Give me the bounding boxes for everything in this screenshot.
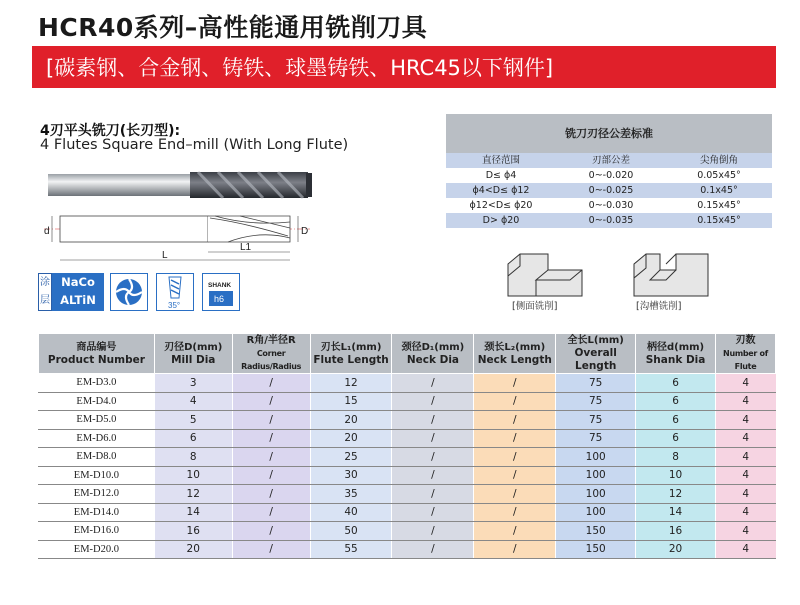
table-row xyxy=(39,503,776,522)
shank-dia-cell: 6 xyxy=(636,429,716,448)
flute-length-cell: 12 xyxy=(310,374,392,393)
shank-dia-cell: 8 xyxy=(636,448,716,467)
neck-dia-cell: / xyxy=(392,522,474,541)
table-row xyxy=(39,374,776,393)
corner-radius-cell: / xyxy=(232,411,310,430)
table-row xyxy=(39,448,776,467)
col-shank-dia: 柄径d(mm) Shank Dia xyxy=(636,334,716,374)
table-row xyxy=(39,485,776,504)
product-number-cell: EM-D16.0 xyxy=(39,522,155,541)
mill-dia-cell: 4 xyxy=(154,392,232,411)
product-spec-table xyxy=(38,333,776,559)
banner-text: [碳素钢、合金钢、铸铁、球墨铸铁、HRC45以下钢件] xyxy=(46,56,554,80)
neck-dia-cell: / xyxy=(392,503,474,522)
flute-count-cell: 4 xyxy=(716,503,776,522)
flute-length-cell: 15 xyxy=(310,392,392,411)
shank-dia-cell: 6 xyxy=(636,392,716,411)
neck-dia-cell: / xyxy=(392,429,474,448)
slot-milling-diagram xyxy=(626,250,716,302)
flute-length-cell: 40 xyxy=(310,503,392,522)
svg-text:h6: h6 xyxy=(214,294,225,304)
tolerance-header-row: 直径范围 刃部公差 尖角倒角 xyxy=(446,153,772,168)
coating-badge: 涂 层 NaCo ALTiN xyxy=(38,273,104,311)
end-mill-drawing xyxy=(40,208,315,268)
flute-length-cell: 50 xyxy=(310,522,392,541)
shank-dia-cell: 20 xyxy=(636,540,716,559)
neck-length-cell: / xyxy=(474,429,556,448)
table-header-row xyxy=(39,334,776,374)
mill-dia-cell: 16 xyxy=(154,522,232,541)
shank-tolerance-icon xyxy=(202,273,240,311)
product-number-cell: EM-D14.0 xyxy=(39,503,155,522)
flute-count-cell: 4 xyxy=(716,429,776,448)
flute-length-cell: 35 xyxy=(310,485,392,504)
flute-count-cell: 4 xyxy=(716,392,776,411)
neck-dia-cell: / xyxy=(392,411,474,430)
table-row xyxy=(39,411,776,430)
flute-length-cell: 20 xyxy=(310,411,392,430)
dim-d: d xyxy=(44,226,50,237)
mill-dia-cell: 12 xyxy=(154,485,232,504)
dim-L1: L1 xyxy=(240,242,252,253)
product-number-cell: EM-D6.0 xyxy=(39,429,155,448)
tolerance-table xyxy=(446,114,772,228)
corner-radius-cell: / xyxy=(232,429,310,448)
corner-radius-cell: / xyxy=(232,374,310,393)
end-mill-photo xyxy=(48,168,313,202)
neck-length-cell: / xyxy=(474,466,556,485)
corner-radius-cell: / xyxy=(232,448,310,467)
product-subtitle-cn: 4刃平头铣刀(长刃型): xyxy=(40,123,181,139)
neck-dia-cell: / xyxy=(392,485,474,504)
shank-dia-cell: 16 xyxy=(636,522,716,541)
neck-dia-cell: / xyxy=(392,540,474,559)
mill-dia-cell: 8 xyxy=(154,448,232,467)
table-row xyxy=(39,429,776,448)
product-number-cell: EM-D12.0 xyxy=(39,485,155,504)
flute-count-cell: 4 xyxy=(716,485,776,504)
shank-dia-cell: 14 xyxy=(636,503,716,522)
flute-count-cell: 4 xyxy=(716,374,776,393)
overall-length-cell: 100 xyxy=(556,503,636,522)
mill-dia-cell: 6 xyxy=(154,429,232,448)
corner-radius-cell: / xyxy=(232,392,310,411)
corner-radius-cell: / xyxy=(232,522,310,541)
col-neck-length: 颈长L₂(mm) Neck Length xyxy=(474,334,556,374)
svg-text:35°: 35° xyxy=(168,301,181,310)
neck-length-cell: / xyxy=(474,485,556,504)
product-number-cell: EM-D5.0 xyxy=(39,411,155,430)
neck-dia-cell: / xyxy=(392,448,474,467)
dim-D: D xyxy=(301,226,309,237)
mill-dia-cell: 10 xyxy=(154,466,232,485)
neck-dia-cell: / xyxy=(392,374,474,393)
neck-length-cell: / xyxy=(474,522,556,541)
neck-length-cell: / xyxy=(474,392,556,411)
four-flute-icon xyxy=(110,273,148,311)
neck-length-cell: / xyxy=(474,374,556,393)
mill-dia-cell: 14 xyxy=(154,503,232,522)
flute-count-cell: 4 xyxy=(716,522,776,541)
neck-length-cell: / xyxy=(474,503,556,522)
table-row xyxy=(39,540,776,559)
overall-length-cell: 100 xyxy=(556,448,636,467)
neck-length-cell: / xyxy=(474,448,556,467)
tolerance-row: D≤ ϕ4 0~-0.020 0.05x45° xyxy=(446,168,772,183)
table-row xyxy=(39,392,776,411)
col-mill-dia: 刃径D(mm) Mill Dia xyxy=(154,334,232,374)
neck-length-cell: / xyxy=(474,540,556,559)
tolerance-title: 铣刀刃径公差标准 xyxy=(446,114,772,153)
col-flute-count: 刃数 Number of Flute xyxy=(716,334,776,374)
col-overall-length: 全长L(mm) Overall Length xyxy=(556,334,636,374)
flute-count-cell: 4 xyxy=(716,411,776,430)
tolerance-row: D> ϕ20 0~-0.035 0.15x45° xyxy=(446,213,772,228)
overall-length-cell: 75 xyxy=(556,411,636,430)
flute-count-cell: 4 xyxy=(716,466,776,485)
shank-dia-cell: 10 xyxy=(636,466,716,485)
col-corner-radius: R角/半径R Corner Radius/Radius xyxy=(232,334,310,374)
neck-dia-cell: / xyxy=(392,466,474,485)
side-milling-diagram xyxy=(500,250,590,302)
flute-count-cell: 4 xyxy=(716,540,776,559)
material-banner xyxy=(32,46,776,88)
neck-dia-cell: / xyxy=(392,392,474,411)
product-number-cell: EM-D20.0 xyxy=(39,540,155,559)
flute-length-cell: 55 xyxy=(310,540,392,559)
slot-milling-caption: [沟槽铣削] xyxy=(636,301,682,312)
dim-L: L xyxy=(162,250,168,261)
overall-length-cell: 75 xyxy=(556,392,636,411)
corner-radius-cell: / xyxy=(232,540,310,559)
product-number-cell: EM-D4.0 xyxy=(39,392,155,411)
mill-dia-cell: 5 xyxy=(154,411,232,430)
mill-dia-cell: 3 xyxy=(154,374,232,393)
product-number-cell: EM-D3.0 xyxy=(39,374,155,393)
col-product-number: 商品编号 Product Number xyxy=(39,334,155,374)
side-milling-caption: [侧面铣削] xyxy=(512,301,558,312)
corner-radius-cell: / xyxy=(232,485,310,504)
overall-length-cell: 75 xyxy=(556,374,636,393)
overall-length-cell: 150 xyxy=(556,540,636,559)
overall-length-cell: 100 xyxy=(556,466,636,485)
flute-length-cell: 20 xyxy=(310,429,392,448)
col-flute-length: 刃长L₁(mm) Flute Length xyxy=(310,334,392,374)
corner-radius-cell: / xyxy=(232,503,310,522)
neck-length-cell: / xyxy=(474,411,556,430)
product-number-cell: EM-D10.0 xyxy=(39,466,155,485)
product-number-cell: EM-D8.0 xyxy=(39,448,155,467)
product-subtitle-en: 4 Flutes Square End–mill (With Long Flute) xyxy=(40,137,349,153)
flute-length-cell: 30 xyxy=(310,466,392,485)
overall-length-cell: 100 xyxy=(556,485,636,504)
svg-text:SHANK: SHANK xyxy=(208,282,232,289)
shank-dia-cell: 12 xyxy=(636,485,716,504)
mill-dia-cell: 20 xyxy=(154,540,232,559)
shank-dia-cell: 6 xyxy=(636,411,716,430)
tolerance-row: ϕ12<D≤ ϕ20 0~-0.030 0.15x45° xyxy=(446,198,772,213)
tolerance-row: ϕ4<D≤ ϕ12 0~-0.025 0.1x45° xyxy=(446,183,772,198)
shank-dia-cell: 6 xyxy=(636,374,716,393)
flute-length-cell: 25 xyxy=(310,448,392,467)
table-row xyxy=(39,466,776,485)
overall-length-cell: 150 xyxy=(556,522,636,541)
helix-angle-icon xyxy=(156,273,194,311)
col-neck-dia: 颈径D₁(mm) Neck Dia xyxy=(392,334,474,374)
table-row xyxy=(39,522,776,541)
flute-count-cell: 4 xyxy=(716,448,776,467)
page-title: HCR40系列–高性能通用铣削刀具 xyxy=(38,13,428,42)
overall-length-cell: 75 xyxy=(556,429,636,448)
corner-radius-cell: / xyxy=(232,466,310,485)
